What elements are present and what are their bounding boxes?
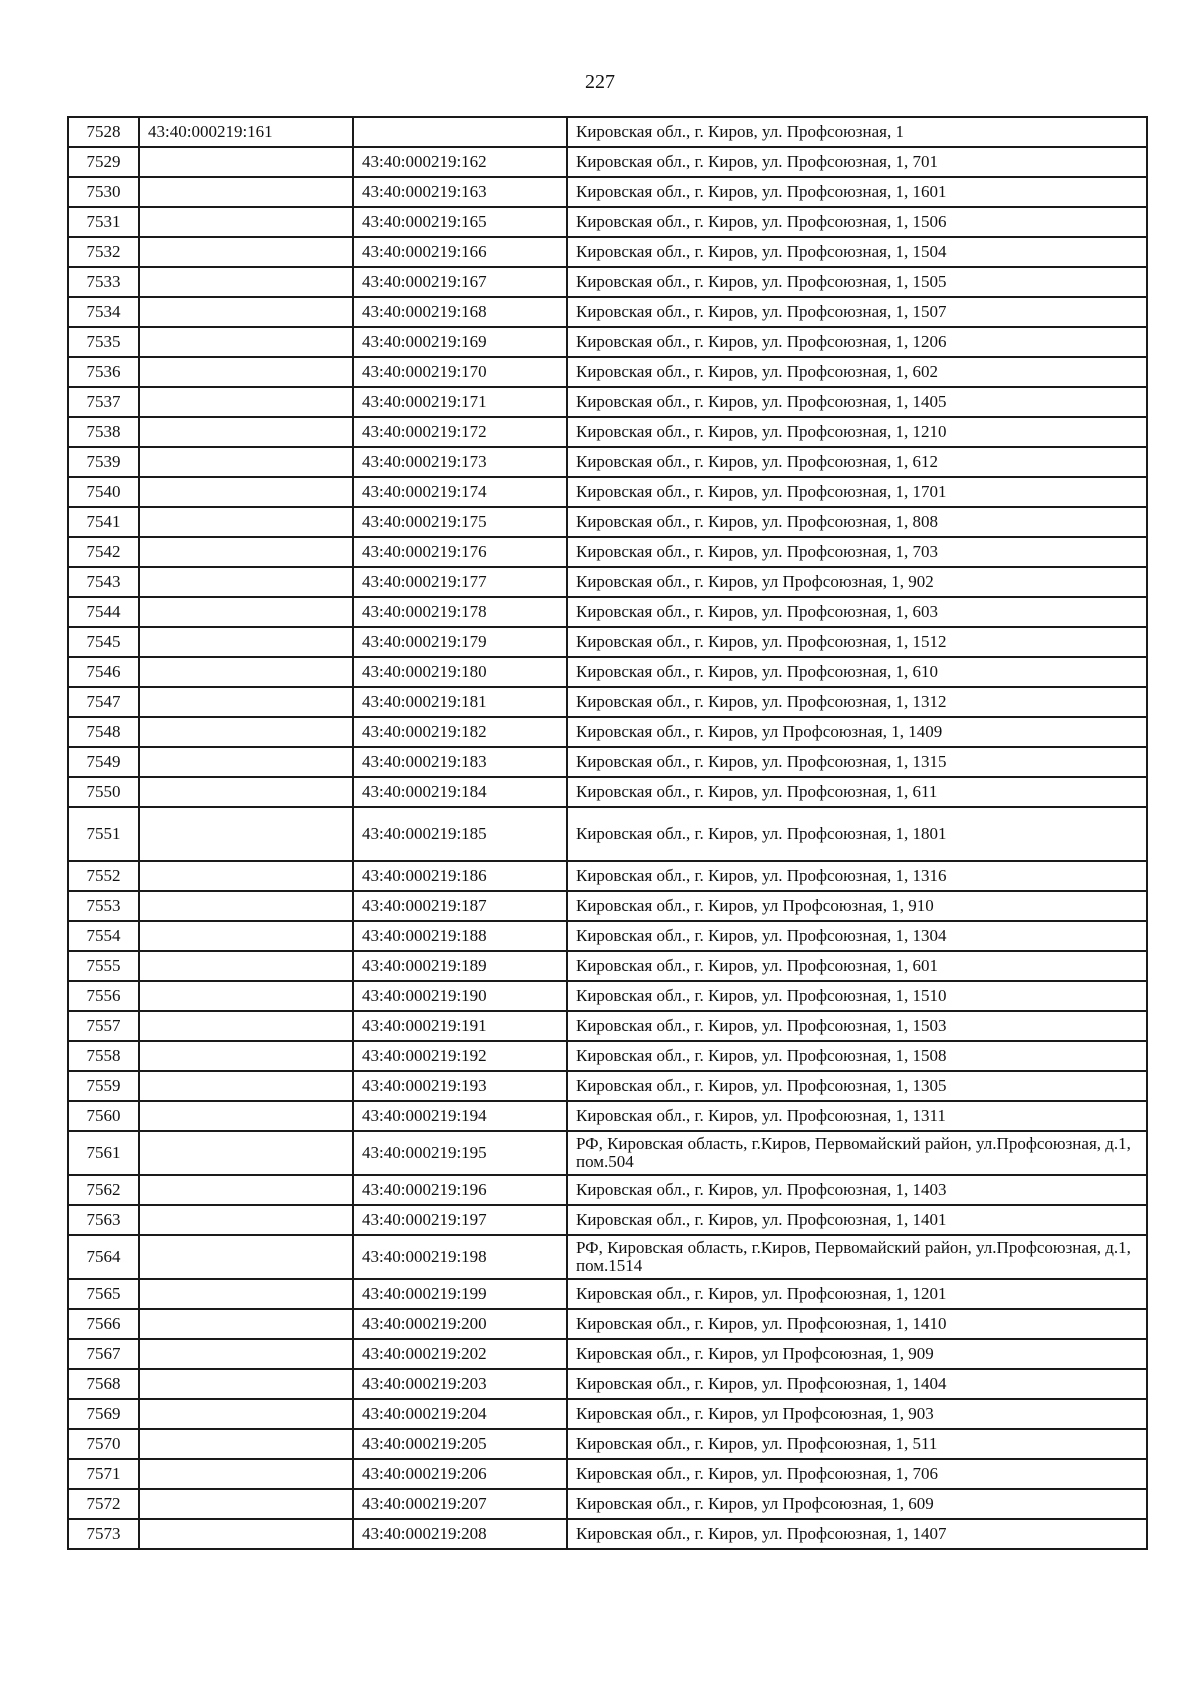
cadastral-number-cell: 43:40:000219:181 bbox=[353, 687, 567, 717]
row-number-cell: 7530 bbox=[68, 177, 139, 207]
cadastral-number-cell: 43:40:000219:171 bbox=[353, 387, 567, 417]
row-number-cell: 7569 bbox=[68, 1399, 139, 1429]
address-cell: Кировская обл., г. Киров, ул. Профсоюзная, 1, 1403 bbox=[567, 1175, 1147, 1205]
cadastral-number-cell: 43:40:000219:192 bbox=[353, 1041, 567, 1071]
parent-cadastral-cell bbox=[139, 1101, 353, 1131]
address-cell: Кировская обл., г. Киров, ул. Профсоюзная, 1, 1404 bbox=[567, 1369, 1147, 1399]
table-row bbox=[68, 777, 1147, 807]
parent-cadastral-cell bbox=[139, 447, 353, 477]
row-number-cell: 7546 bbox=[68, 657, 139, 687]
cadastral-number-cell: 43:40:000219:168 bbox=[353, 297, 567, 327]
table-row bbox=[68, 687, 1147, 717]
row-number-cell: 7548 bbox=[68, 717, 139, 747]
row-number-cell: 7542 bbox=[68, 537, 139, 567]
row-number-cell: 7564 bbox=[68, 1235, 139, 1279]
parent-cadastral-cell bbox=[139, 1279, 353, 1309]
cadastral-number-cell: 43:40:000219:178 bbox=[353, 597, 567, 627]
parent-cadastral-cell bbox=[139, 717, 353, 747]
parent-cadastral-cell bbox=[139, 981, 353, 1011]
row-number-cell: 7533 bbox=[68, 267, 139, 297]
address-cell: Кировская обл., г. Киров, ул. Профсоюзная, 1, 1311 bbox=[567, 1101, 1147, 1131]
address-cell: Кировская обл., г. Киров, ул. Профсоюзная, 1, 1316 bbox=[567, 861, 1147, 891]
row-number-cell: 7570 bbox=[68, 1429, 139, 1459]
table-row bbox=[68, 1309, 1147, 1339]
table-row bbox=[68, 267, 1147, 297]
cadastral-number-cell: 43:40:000219:203 bbox=[353, 1369, 567, 1399]
address-cell: Кировская обл., г. Киров, ул. Профсоюзная, 1, 1701 bbox=[567, 477, 1147, 507]
table-row bbox=[68, 567, 1147, 597]
table-row bbox=[68, 417, 1147, 447]
row-number-cell: 7544 bbox=[68, 597, 139, 627]
cadastral-number-cell: 43:40:000219:176 bbox=[353, 537, 567, 567]
parent-cadastral-cell bbox=[139, 777, 353, 807]
parent-cadastral-cell bbox=[139, 237, 353, 267]
row-number-cell: 7560 bbox=[68, 1101, 139, 1131]
address-cell: Кировская обл., г. Киров, ул. Профсоюзная, 1, 808 bbox=[567, 507, 1147, 537]
parent-cadastral-cell bbox=[139, 327, 353, 357]
address-cell: Кировская обл., г. Киров, ул. Профсоюзная, 1, 1315 bbox=[567, 747, 1147, 777]
table-row bbox=[68, 177, 1147, 207]
cadastral-number-cell: 43:40:000219:199 bbox=[353, 1279, 567, 1309]
cadastral-number-cell: 43:40:000219:195 bbox=[353, 1131, 567, 1175]
row-number-cell: 7547 bbox=[68, 687, 139, 717]
row-number-cell: 7572 bbox=[68, 1489, 139, 1519]
cadastral-number-cell: 43:40:000219:180 bbox=[353, 657, 567, 687]
row-number-cell: 7545 bbox=[68, 627, 139, 657]
table-row bbox=[68, 861, 1147, 891]
table-row bbox=[68, 1235, 1147, 1279]
table-row bbox=[68, 1131, 1147, 1175]
parent-cadastral-cell bbox=[139, 147, 353, 177]
table-row bbox=[68, 1339, 1147, 1369]
cadastral-number-cell: 43:40:000219:185 bbox=[353, 807, 567, 861]
row-number-cell: 7571 bbox=[68, 1459, 139, 1489]
row-number-cell: 7543 bbox=[68, 567, 139, 597]
parent-cadastral-cell bbox=[139, 507, 353, 537]
address-cell: Кировская обл., г. Киров, ул Профсоюзная, 1, 1409 bbox=[567, 717, 1147, 747]
parent-cadastral-cell bbox=[139, 357, 353, 387]
cadastral-number-cell: 43:40:000219:173 bbox=[353, 447, 567, 477]
table-row bbox=[68, 891, 1147, 921]
cadastral-number-cell: 43:40:000219:200 bbox=[353, 1309, 567, 1339]
row-number-cell: 7554 bbox=[68, 921, 139, 951]
address-cell: Кировская обл., г. Киров, ул. Профсоюзная, 1, 1505 bbox=[567, 267, 1147, 297]
parent-cadastral-cell bbox=[139, 891, 353, 921]
table-row bbox=[68, 297, 1147, 327]
cadastral-number-cell: 43:40:000219:162 bbox=[353, 147, 567, 177]
address-cell: Кировская обл., г. Киров, ул. Профсоюзная, 1, 1508 bbox=[567, 1041, 1147, 1071]
table-row bbox=[68, 387, 1147, 417]
address-cell: Кировская обл., г. Киров, ул. Профсоюзная, 1, 1507 bbox=[567, 297, 1147, 327]
address-cell: РФ, Кировская область, г.Киров, Первомайский район, ул.Профсоюзная, д.1, пом.1514 bbox=[567, 1235, 1147, 1279]
parent-cadastral-cell: 43:40:000219:161 bbox=[139, 117, 353, 147]
address-cell: Кировская обл., г. Киров, ул. Профсоюзная, 1, 603 bbox=[567, 597, 1147, 627]
parent-cadastral-cell bbox=[139, 387, 353, 417]
row-number-cell: 7535 bbox=[68, 327, 139, 357]
address-cell: Кировская обл., г. Киров, ул. Профсоюзная, 1, 1512 bbox=[567, 627, 1147, 657]
row-number-cell: 7529 bbox=[68, 147, 139, 177]
cadastral-number-cell: 43:40:000219:182 bbox=[353, 717, 567, 747]
cadastral-number-cell: 43:40:000219:184 bbox=[353, 777, 567, 807]
parent-cadastral-cell bbox=[139, 1175, 353, 1205]
table-row bbox=[68, 1205, 1147, 1235]
address-cell: Кировская обл., г. Киров, ул Профсоюзная, 1, 909 bbox=[567, 1339, 1147, 1369]
table-row bbox=[68, 657, 1147, 687]
parent-cadastral-cell bbox=[139, 1459, 353, 1489]
address-cell: Кировская обл., г. Киров, ул. Профсоюзная, 1, 1504 bbox=[567, 237, 1147, 267]
address-cell: Кировская обл., г. Киров, ул. Профсоюзная, 1, 1405 bbox=[567, 387, 1147, 417]
parent-cadastral-cell bbox=[139, 1309, 353, 1339]
row-number-cell: 7540 bbox=[68, 477, 139, 507]
cadastral-number-cell: 43:40:000219:191 bbox=[353, 1011, 567, 1041]
parent-cadastral-cell bbox=[139, 207, 353, 237]
address-cell: Кировская обл., г. Киров, ул. Профсоюзная, 1, 612 bbox=[567, 447, 1147, 477]
address-cell: Кировская обл., г. Киров, ул. Профсоюзная, 1, 610 bbox=[567, 657, 1147, 687]
address-cell: Кировская обл., г. Киров, ул. Профсоюзная, 1, 1801 bbox=[567, 807, 1147, 861]
cadastral-number-cell: 43:40:000219:187 bbox=[353, 891, 567, 921]
cadastral-number-cell: 43:40:000219:186 bbox=[353, 861, 567, 891]
parent-cadastral-cell bbox=[139, 177, 353, 207]
cadastral-number-cell: 43:40:000219:169 bbox=[353, 327, 567, 357]
row-number-cell: 7536 bbox=[68, 357, 139, 387]
row-number-cell: 7558 bbox=[68, 1041, 139, 1071]
row-number-cell: 7556 bbox=[68, 981, 139, 1011]
table-row bbox=[68, 1459, 1147, 1489]
row-number-cell: 7555 bbox=[68, 951, 139, 981]
row-number-cell: 7552 bbox=[68, 861, 139, 891]
row-number-cell: 7538 bbox=[68, 417, 139, 447]
parent-cadastral-cell bbox=[139, 597, 353, 627]
row-number-cell: 7532 bbox=[68, 237, 139, 267]
row-number-cell: 7562 bbox=[68, 1175, 139, 1205]
table-row bbox=[68, 117, 1147, 147]
table-row bbox=[68, 327, 1147, 357]
parent-cadastral-cell bbox=[139, 1131, 353, 1175]
address-cell: Кировская обл., г. Киров, ул Профсоюзная, 1, 910 bbox=[567, 891, 1147, 921]
row-number-cell: 7539 bbox=[68, 447, 139, 477]
parent-cadastral-cell bbox=[139, 1429, 353, 1459]
parent-cadastral-cell bbox=[139, 1399, 353, 1429]
table-row bbox=[68, 447, 1147, 477]
address-cell: Кировская обл., г. Киров, ул. Профсоюзная, 1, 1407 bbox=[567, 1519, 1147, 1549]
parent-cadastral-cell bbox=[139, 1235, 353, 1279]
table-row bbox=[68, 1369, 1147, 1399]
row-number-cell: 7528 bbox=[68, 117, 139, 147]
row-number-cell: 7568 bbox=[68, 1369, 139, 1399]
table-row bbox=[68, 1399, 1147, 1429]
parent-cadastral-cell bbox=[139, 861, 353, 891]
table-row bbox=[68, 1041, 1147, 1071]
parent-cadastral-cell bbox=[139, 1011, 353, 1041]
row-number-cell: 7541 bbox=[68, 507, 139, 537]
parent-cadastral-cell bbox=[139, 537, 353, 567]
address-cell: Кировская обл., г. Киров, ул. Профсоюзная, 1, 1201 bbox=[567, 1279, 1147, 1309]
table-row bbox=[68, 717, 1147, 747]
parent-cadastral-cell bbox=[139, 1369, 353, 1399]
table-row bbox=[68, 921, 1147, 951]
address-cell: РФ, Кировская область, г.Киров, Первомайский район, ул.Профсоюзная, д.1, пом.504 bbox=[567, 1131, 1147, 1175]
table-row bbox=[68, 951, 1147, 981]
address-cell: Кировская обл., г. Киров, ул. Профсоюзная, 1, 1312 bbox=[567, 687, 1147, 717]
cadastral-number-cell: 43:40:000219:166 bbox=[353, 237, 567, 267]
parent-cadastral-cell bbox=[139, 417, 353, 447]
address-cell: Кировская обл., г. Киров, ул. Профсоюзная, 1, 602 bbox=[567, 357, 1147, 387]
row-number-cell: 7559 bbox=[68, 1071, 139, 1101]
cadastral-number-cell: 43:40:000219:196 bbox=[353, 1175, 567, 1205]
address-cell: Кировская обл., г. Киров, ул. Профсоюзная, 1, 1401 bbox=[567, 1205, 1147, 1235]
table-row bbox=[68, 981, 1147, 1011]
cadastral-number-cell: 43:40:000219:190 bbox=[353, 981, 567, 1011]
row-number-cell: 7561 bbox=[68, 1131, 139, 1175]
table-row bbox=[68, 237, 1147, 267]
row-number-cell: 7534 bbox=[68, 297, 139, 327]
row-number-cell: 7550 bbox=[68, 777, 139, 807]
table-row bbox=[68, 357, 1147, 387]
row-number-cell: 7573 bbox=[68, 1519, 139, 1549]
address-cell: Кировская обл., г. Киров, ул Профсоюзная, 1, 903 bbox=[567, 1399, 1147, 1429]
address-cell: Кировская обл., г. Киров, ул. Профсоюзная, 1, 1503 bbox=[567, 1011, 1147, 1041]
address-cell: Кировская обл., г. Киров, ул. Профсоюзная, 1, 611 bbox=[567, 777, 1147, 807]
cadastral-number-cell: 43:40:000219:189 bbox=[353, 951, 567, 981]
row-number-cell: 7553 bbox=[68, 891, 139, 921]
row-number-cell: 7531 bbox=[68, 207, 139, 237]
table-row bbox=[68, 597, 1147, 627]
cadastral-number-cell: 43:40:000219:177 bbox=[353, 567, 567, 597]
cadastral-number-cell: 43:40:000219:204 bbox=[353, 1399, 567, 1429]
cadastral-number-cell: 43:40:000219:198 bbox=[353, 1235, 567, 1279]
cadastral-number-cell: 43:40:000219:208 bbox=[353, 1519, 567, 1549]
parent-cadastral-cell bbox=[139, 1205, 353, 1235]
row-number-cell: 7563 bbox=[68, 1205, 139, 1235]
address-cell: Кировская обл., г. Киров, ул. Профсоюзная, 1, 1210 bbox=[567, 417, 1147, 447]
parent-cadastral-cell bbox=[139, 267, 353, 297]
address-cell: Кировская обл., г. Киров, ул. Профсоюзная, 1, 601 bbox=[567, 951, 1147, 981]
parent-cadastral-cell bbox=[139, 1071, 353, 1101]
table-row bbox=[68, 747, 1147, 777]
table-row bbox=[68, 1519, 1147, 1549]
row-number-cell: 7557 bbox=[68, 1011, 139, 1041]
row-number-cell: 7565 bbox=[68, 1279, 139, 1309]
cadastral-number-cell: 43:40:000219:183 bbox=[353, 747, 567, 777]
cadastral-number-cell: 43:40:000219:205 bbox=[353, 1429, 567, 1459]
cadastral-number-cell: 43:40:000219:167 bbox=[353, 267, 567, 297]
parent-cadastral-cell bbox=[139, 1041, 353, 1071]
cadastral-number-cell: 43:40:000219:206 bbox=[353, 1459, 567, 1489]
row-number-cell: 7567 bbox=[68, 1339, 139, 1369]
row-number-cell: 7551 bbox=[68, 807, 139, 861]
parent-cadastral-cell bbox=[139, 747, 353, 777]
parent-cadastral-cell bbox=[139, 627, 353, 657]
cadastral-number-cell: 43:40:000219:207 bbox=[353, 1489, 567, 1519]
table-row bbox=[68, 1279, 1147, 1309]
cadastral-number-cell: 43:40:000219:175 bbox=[353, 507, 567, 537]
address-cell: Кировская обл., г. Киров, ул. Профсоюзная, 1, 1305 bbox=[567, 1071, 1147, 1101]
address-cell: Кировская обл., г. Киров, ул. Профсоюзная, 1, 701 bbox=[567, 147, 1147, 177]
cadastral-number-cell: 43:40:000219:197 bbox=[353, 1205, 567, 1235]
address-cell: Кировская обл., г. Киров, ул. Профсоюзная, 1, 1410 bbox=[567, 1309, 1147, 1339]
page-number: 227 bbox=[585, 71, 615, 93]
cadastral-number-cell: 43:40:000219:193 bbox=[353, 1071, 567, 1101]
table-row bbox=[68, 537, 1147, 567]
parent-cadastral-cell bbox=[139, 297, 353, 327]
table-row bbox=[68, 1489, 1147, 1519]
cadastral-number-cell: 43:40:000219:202 bbox=[353, 1339, 567, 1369]
cadastral-number-cell: 43:40:000219:165 bbox=[353, 207, 567, 237]
parent-cadastral-cell bbox=[139, 657, 353, 687]
parent-cadastral-cell bbox=[139, 951, 353, 981]
address-cell: Кировская обл., г. Киров, ул. Профсоюзная, 1, 703 bbox=[567, 537, 1147, 567]
address-cell: Кировская обл., г. Киров, ул. Профсоюзная, 1, 1506 bbox=[567, 207, 1147, 237]
cadastral-number-cell bbox=[353, 117, 567, 147]
address-cell: Кировская обл., г. Киров, ул. Профсоюзная, 1, 1510 bbox=[567, 981, 1147, 1011]
parent-cadastral-cell bbox=[139, 807, 353, 861]
parent-cadastral-cell bbox=[139, 1339, 353, 1369]
cadastral-number-cell: 43:40:000219:194 bbox=[353, 1101, 567, 1131]
address-cell: Кировская обл., г. Киров, ул. Профсоюзная, 1 bbox=[567, 117, 1147, 147]
table-row bbox=[68, 627, 1147, 657]
cadastral-number-cell: 43:40:000219:174 bbox=[353, 477, 567, 507]
table-row bbox=[68, 207, 1147, 237]
parent-cadastral-cell bbox=[139, 1519, 353, 1549]
table-row bbox=[68, 1429, 1147, 1459]
address-cell: Кировская обл., г. Киров, ул Профсоюзная, 1, 609 bbox=[567, 1489, 1147, 1519]
table-row bbox=[68, 1101, 1147, 1131]
address-cell: Кировская обл., г. Киров, ул. Профсоюзная, 1, 1206 bbox=[567, 327, 1147, 357]
parent-cadastral-cell bbox=[139, 567, 353, 597]
parent-cadastral-cell bbox=[139, 921, 353, 951]
parent-cadastral-cell bbox=[139, 1489, 353, 1519]
address-cell: Кировская обл., г. Киров, ул Профсоюзная, 1, 902 bbox=[567, 567, 1147, 597]
row-number-cell: 7537 bbox=[68, 387, 139, 417]
parent-cadastral-cell bbox=[139, 687, 353, 717]
cadastral-number-cell: 43:40:000219:163 bbox=[353, 177, 567, 207]
table-row bbox=[68, 507, 1147, 537]
address-cell: Кировская обл., г. Киров, ул. Профсоюзная, 1, 511 bbox=[567, 1429, 1147, 1459]
table-row bbox=[68, 1011, 1147, 1041]
table-row bbox=[68, 807, 1147, 861]
cadastral-number-cell: 43:40:000219:179 bbox=[353, 627, 567, 657]
table-row bbox=[68, 1175, 1147, 1205]
row-number-cell: 7566 bbox=[68, 1309, 139, 1339]
registry-table-body bbox=[68, 117, 1147, 1549]
cadastral-number-cell: 43:40:000219:170 bbox=[353, 357, 567, 387]
table-row bbox=[68, 477, 1147, 507]
row-number-cell: 7549 bbox=[68, 747, 139, 777]
address-cell: Кировская обл., г. Киров, ул. Профсоюзная, 1, 706 bbox=[567, 1459, 1147, 1489]
parent-cadastral-cell bbox=[139, 477, 353, 507]
address-cell: Кировская обл., г. Киров, ул. Профсоюзная, 1, 1304 bbox=[567, 921, 1147, 951]
cadastral-number-cell: 43:40:000219:188 bbox=[353, 921, 567, 951]
table-row bbox=[68, 147, 1147, 177]
table-row bbox=[68, 1071, 1147, 1101]
registry-table bbox=[67, 116, 1148, 1550]
address-cell: Кировская обл., г. Киров, ул. Профсоюзная, 1, 1601 bbox=[567, 177, 1147, 207]
cadastral-number-cell: 43:40:000219:172 bbox=[353, 417, 567, 447]
